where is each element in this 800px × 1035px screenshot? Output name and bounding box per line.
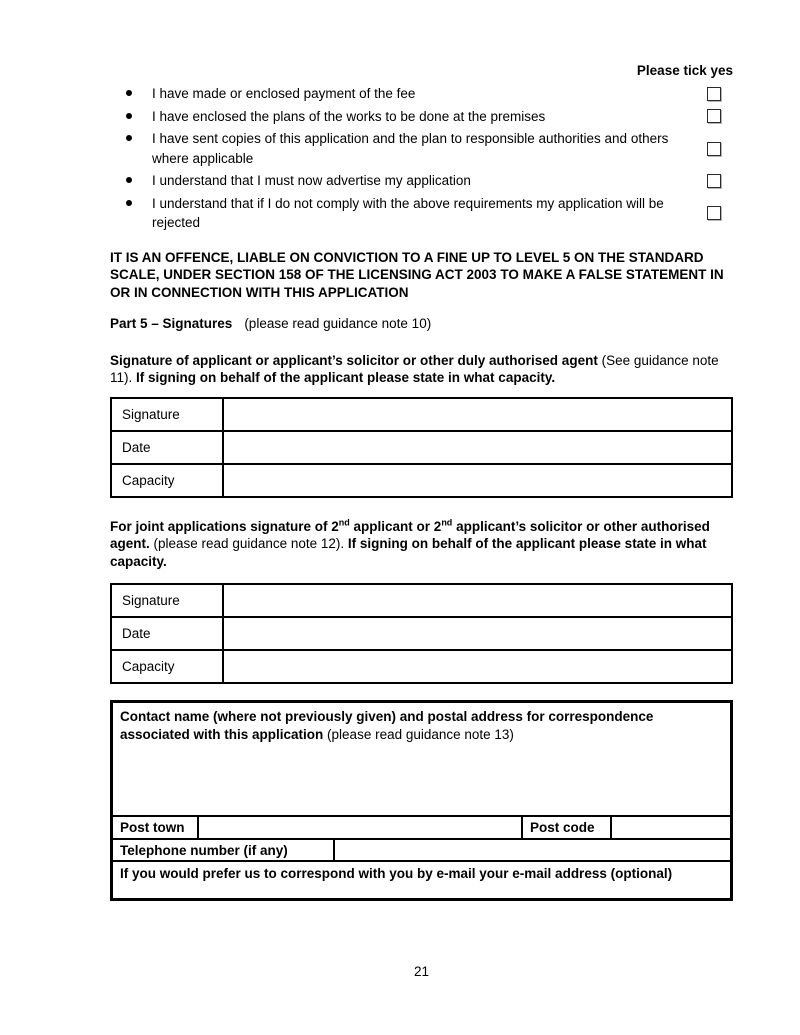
- checklist-item-copies: [110, 129, 733, 168]
- post-town-row: [113, 817, 730, 840]
- signature2-intro-bold: applicant’s solicitor or other authorised agent.: [110, 518, 710, 551]
- bullet-col: [110, 194, 152, 233]
- bullet-icon: [126, 90, 132, 96]
- checklist-item-label: I have enclosed the plans of the works to be done at the premises: [152, 108, 546, 124]
- checkbox-col: [707, 84, 721, 104]
- contact-name-address-field[interactable]: [113, 703, 730, 817]
- checkbox-col: [707, 129, 721, 168]
- post-town-field[interactable]: [199, 817, 523, 838]
- signature2-signature-label: Signature: [111, 584, 223, 617]
- signature2-date-field[interactable]: [223, 617, 732, 650]
- signature1-intro-bold2: If signing on behalf of the applicant please state in what capacity.: [132, 370, 556, 385]
- checklist-item-label: I have sent copies of this application and the plan to responsible authorities and others where applicable: [152, 131, 669, 166]
- part5-title: Part 5 – Signatures: [110, 316, 233, 331]
- checkbox-col: [707, 194, 721, 233]
- form-content: [110, 62, 733, 980]
- part5-heading: [110, 315, 733, 333]
- bullet-col: [110, 171, 152, 191]
- checklist-item-comply: [110, 194, 733, 233]
- signature2-table: [110, 583, 733, 684]
- part5-guidance-note: (please read guidance note 10): [244, 316, 432, 331]
- post-code-field[interactable]: [612, 817, 730, 838]
- table-row: [111, 431, 732, 464]
- checklist-item-advertise: [110, 171, 733, 191]
- signature2-intro-bold2: If signing on behalf of the applicant please state in what capacity.: [110, 536, 707, 569]
- bullet-icon: [126, 200, 132, 206]
- table-row: [111, 617, 732, 650]
- signature2-capacity-field[interactable]: [223, 650, 732, 683]
- telephone-label: Telephone number (if any): [113, 840, 335, 860]
- checklist-item-label: I understand that if I do not comply with the above requirements my application will be rejected: [152, 195, 664, 230]
- signature1-intro-bold: Signature of applicant or applicant’s solicitor or other duly authorised agent: [110, 352, 602, 368]
- checkbox-col: [707, 171, 721, 191]
- checklist-item-label: I have made or enclosed payment of the fee: [152, 86, 416, 101]
- signature1-signature-label: Signature: [111, 398, 223, 431]
- bullet-col: [110, 129, 152, 168]
- email-address-field[interactable]: [113, 862, 730, 898]
- post-town-label: Post town: [113, 817, 199, 838]
- signature1-capacity-field[interactable]: [223, 464, 732, 497]
- contact-heading-note: (please read guidance note 13): [327, 726, 514, 742]
- checklist-item-plans: [110, 107, 733, 127]
- bullet-icon: [126, 113, 132, 119]
- contact-details-box: [110, 700, 733, 901]
- bullet-icon: [126, 135, 132, 141]
- table-row: [111, 464, 732, 497]
- bullet-col: [110, 107, 152, 127]
- superscript-nd: nd: [441, 517, 453, 527]
- email-label: If you would prefer us to correspond with you by e-mail your e-mail address (optional): [120, 866, 673, 881]
- signature2-capacity-label: Capacity: [111, 650, 223, 683]
- checklist-item-fee: [110, 84, 733, 104]
- copies-checkbox[interactable]: [707, 142, 721, 156]
- signature2-intro-bold: For joint applications signature of 2: [110, 518, 339, 534]
- checkbox-col: [707, 107, 721, 127]
- signature1-intro-note: (See guidance note 11).: [110, 352, 719, 385]
- offence-warning: IT IS AN OFFENCE, LIABLE ON CONVICTION TO A FINE UP TO LEVEL 5 ON THE STANDARD SCALE, UNDER SECTION 158 OF THE LICENSING ACT 2003 TO MAKE A FALSE STATEMENT IN OR IN CONNECTION WITH THIS APPLICATION: [110, 249, 724, 300]
- signature1-date-field[interactable]: [223, 431, 732, 464]
- table-row: [111, 398, 732, 431]
- bullet-col: [110, 84, 152, 104]
- plans-checkbox[interactable]: [707, 109, 721, 123]
- signature2-intro-bold: applicant or 2: [349, 518, 442, 534]
- post-code-label: Post code: [523, 817, 612, 838]
- tick-yes-header: Please tick yes: [636, 63, 733, 78]
- table-row: [111, 650, 732, 683]
- signature1-capacity-label: Capacity: [111, 464, 223, 497]
- telephone-row: [113, 840, 730, 862]
- superscript-nd: nd: [338, 517, 350, 527]
- table-row: [111, 584, 732, 617]
- contact-heading-bold: Contact name (where not previously given) and postal address for correspondence associated with this application: [120, 709, 654, 742]
- signature1-table: [110, 397, 733, 498]
- signature2-date-label: Date: [111, 617, 223, 650]
- declaration-checklist: [110, 84, 733, 233]
- signature2-intro: [110, 518, 733, 571]
- signature1-date-label: Date: [111, 431, 223, 464]
- telephone-field[interactable]: [335, 840, 730, 860]
- bullet-icon: [126, 177, 132, 183]
- signature1-signature-field[interactable]: [223, 398, 732, 431]
- advertise-checkbox[interactable]: [707, 174, 721, 188]
- comply-checkbox[interactable]: [707, 206, 721, 220]
- checklist-item-label: I understand that I must now advertise my application: [152, 173, 471, 188]
- fee-checkbox[interactable]: [707, 87, 721, 101]
- signature1-intro: [110, 352, 733, 387]
- page-number: 21: [413, 964, 430, 979]
- signature2-signature-field[interactable]: [223, 584, 732, 617]
- signature2-intro-note: (please read guidance note 12).: [153, 536, 348, 551]
